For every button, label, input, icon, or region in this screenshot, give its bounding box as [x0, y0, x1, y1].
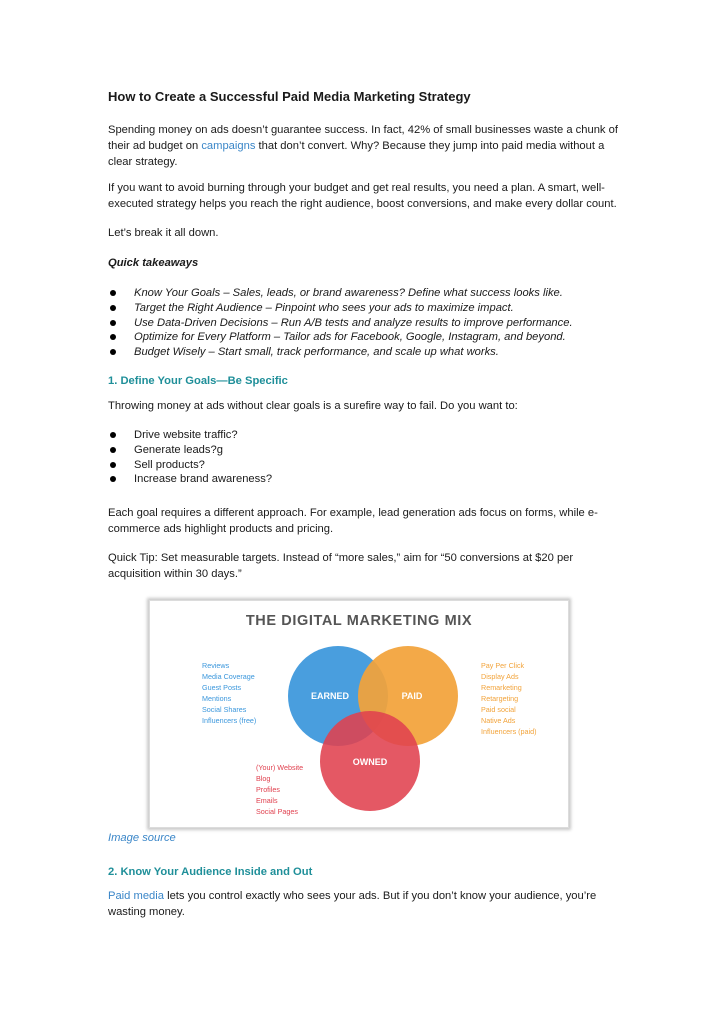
section1-lead: Throwing money at ads without clear goals is a surefire way to fail. Do you want to:: [108, 400, 518, 412]
venn-diagram: [150, 601, 568, 827]
list-item: Increase brand awareness?: [108, 472, 618, 487]
takeaways-list: [108, 286, 618, 360]
paid-item: Display Ads: [481, 672, 519, 681]
owned-item: Social Pages: [256, 807, 298, 816]
bullet-icon: [110, 432, 116, 438]
quick-tip: Quick Tip: Set measurable targets. Instead of “more sales,” aim for “50 conversions at $20 per acquisition within 30 days.”: [108, 552, 574, 580]
list-item: Optimize for Every Platform – Tailor ads for Facebook, Google, Instagram, and beyond.: [108, 330, 618, 345]
intro-paragraph-1: [108, 122, 618, 170]
list-item: Budget Wisely – Start small, track performance, and scale up what works.: [108, 345, 618, 360]
earned-item: Guest Posts: [202, 683, 242, 692]
earned-item: Influencers (free): [202, 716, 257, 725]
list-item: Generate leads?g: [108, 443, 618, 458]
owned-item: Blog: [256, 774, 271, 783]
intro-text: their ad budget on: [108, 140, 202, 152]
paid-item: Native Ads: [481, 716, 516, 725]
section1-paragraph: Each goal requires a different approach. For example, lead generation ads focus on forms, while e- commerce ads highlight products and pricing.: [108, 507, 598, 535]
intro-paragraph-3: Let’s break it all down.: [108, 227, 219, 239]
bullet-icon: [110, 447, 116, 453]
paid-item: Influencers (paid): [481, 727, 537, 736]
figure-title: THE DIGITAL MARKETING MIX: [245, 613, 473, 629]
bullet-icon: [110, 462, 116, 468]
intro-text: executed strategy helps you reach the right audience, boost conversions, and make every dollar count.: [108, 198, 617, 210]
bullet-icon: [110, 476, 116, 482]
list-item: Sell products?: [108, 458, 618, 473]
bullet-icon: [110, 334, 116, 340]
bullet-icon: [110, 290, 116, 296]
campaigns-link[interactable]: campaigns: [201, 140, 256, 152]
paid-item: Remarketing: [481, 683, 522, 692]
earned-item: Reviews: [202, 661, 230, 670]
takeaways-heading: Quick takeaways: [108, 257, 199, 269]
intro-text: Spending money on ads doesn’t guarantee success. In fact, 42% of small businesses waste a chunk of: [108, 124, 618, 136]
section2-paragraph: Paid media lets you control exactly who sees your ads. But if you don’t know your audience, you’re wasting money.: [108, 890, 597, 918]
goals-list: [108, 428, 618, 487]
paid-item: Pay Per Click: [481, 661, 525, 670]
image-source-link[interactable]: Image source: [108, 832, 176, 844]
list-item: Know Your Goals – Sales, leads, or brand awareness? Define what success looks like.: [108, 286, 618, 301]
intro-text: clear strategy.: [108, 156, 178, 168]
intro-text: that don’t convert. Why? Because they jump into paid media without a: [255, 140, 605, 152]
page-title: How to Create a Successful Paid Media Marketing Strategy: [108, 89, 471, 104]
bullet-icon: [110, 320, 116, 326]
bullet-icon: [110, 305, 116, 311]
paid-item: Retargeting: [481, 694, 519, 703]
earned-item: Mentions: [202, 694, 232, 703]
section-heading: 1. Define Your Goals—Be Specific: [108, 375, 288, 387]
earned-label: EARNED: [310, 691, 350, 701]
list-item: Use Data-Driven Decisions – Run A/B tests and analyze results to improve performance.: [108, 316, 618, 331]
owned-item: (Your) Website: [256, 763, 304, 772]
section-heading: 2. Know Your Audience Inside and Out: [108, 866, 313, 878]
paid-label: PAID: [401, 691, 423, 701]
list-item: Drive website traffic?: [108, 428, 618, 443]
list-item: Target the Right Audience – Pinpoint who sees your ads to maximize impact.: [108, 301, 618, 316]
owned-item: Emails: [256, 796, 278, 805]
marketing-mix-figure: [149, 600, 569, 828]
intro-paragraph-2: [108, 180, 618, 212]
earned-item: Media Coverage: [202, 672, 255, 681]
earned-item: Social Shares: [202, 705, 247, 714]
owned-item: Profiles: [256, 785, 280, 794]
owned-label: OWNED: [352, 757, 388, 767]
bullet-icon: [110, 349, 116, 355]
paid-item: Paid social: [481, 705, 516, 714]
intro-text: If you want to avoid burning through your budget and get real results, you need a plan. A smart, well-: [108, 182, 605, 194]
paid-media-link[interactable]: Paid media: [108, 890, 164, 902]
